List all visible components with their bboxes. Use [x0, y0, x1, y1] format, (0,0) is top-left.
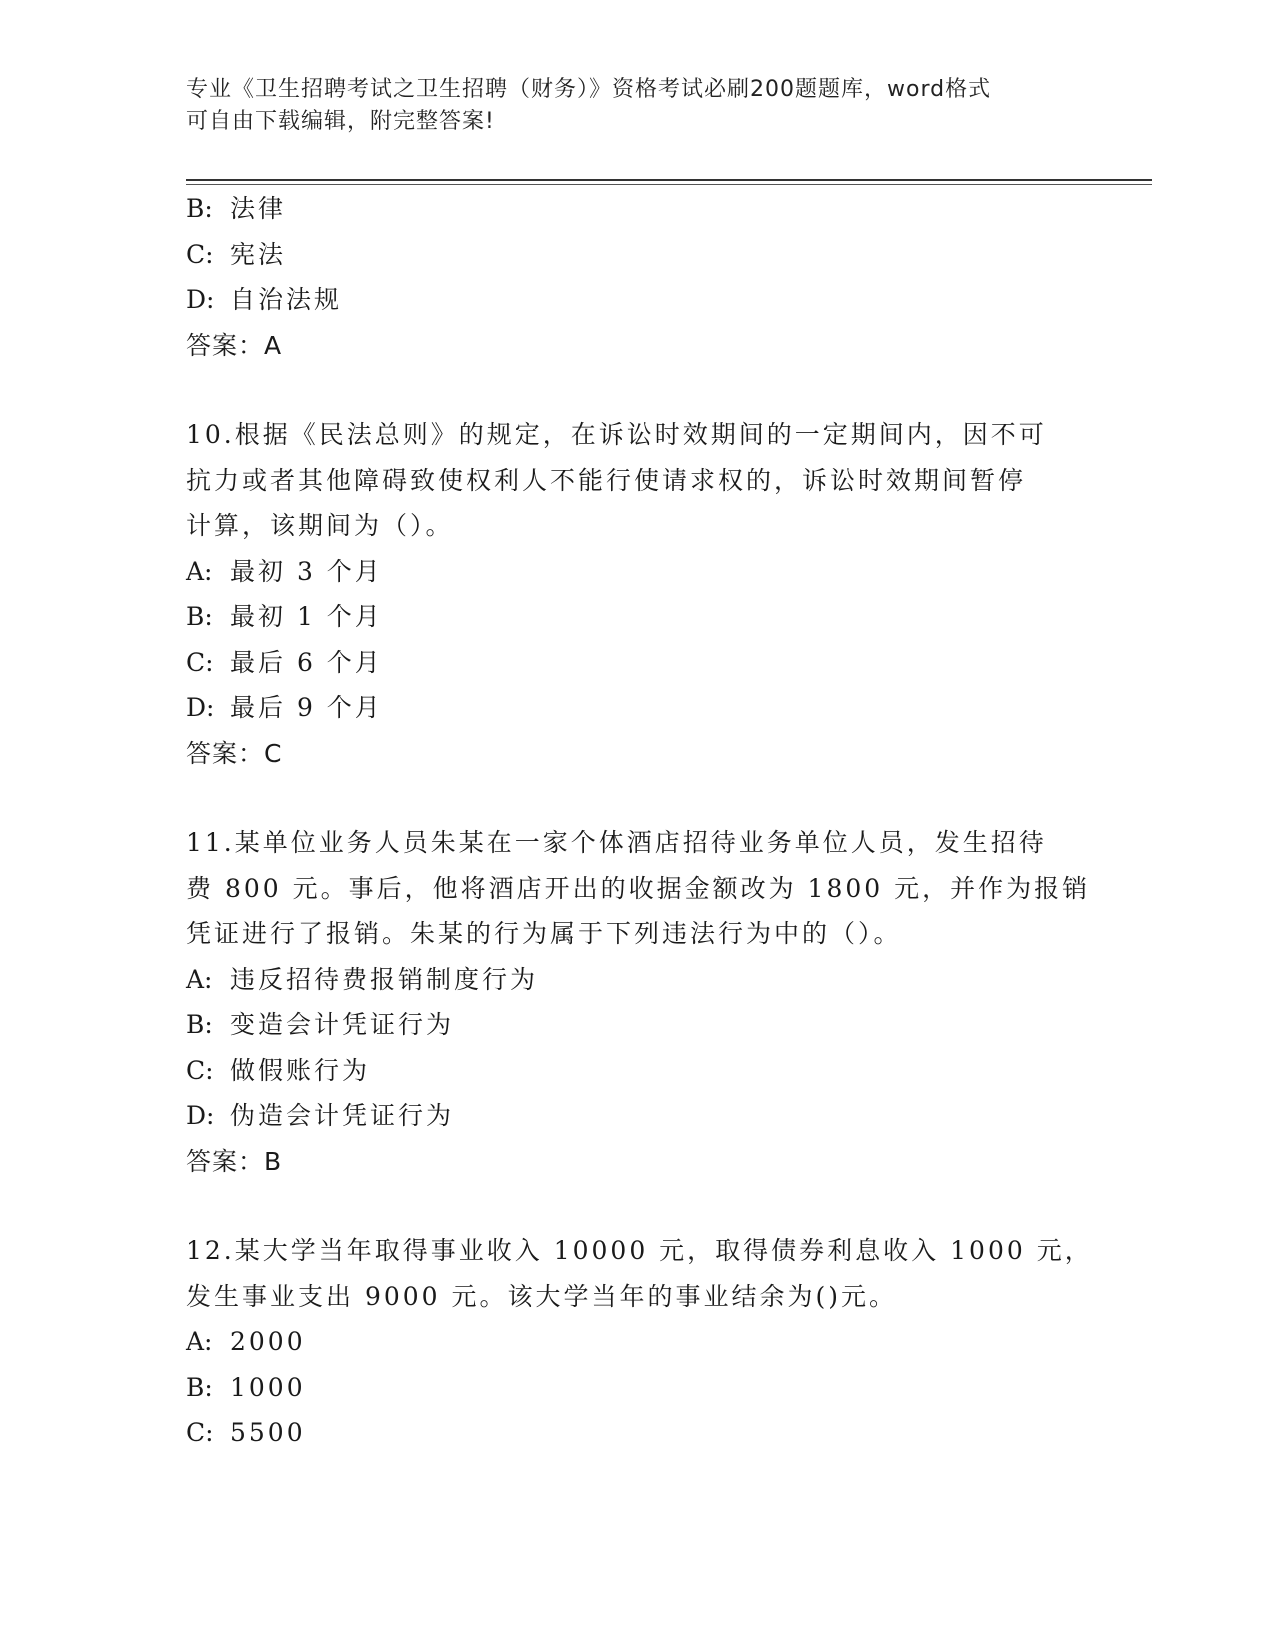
- option-letter: C:: [186, 1418, 214, 1447]
- option-letter: B:: [186, 194, 213, 223]
- option-text: 5500: [230, 1418, 306, 1447]
- option-text: 2000: [230, 1327, 306, 1356]
- option-b: [186, 1365, 1086, 1411]
- question-stem-line: 12.某大学当年取得事业收入 10000 元，取得债券利息收入 1000 元，: [186, 1236, 1093, 1265]
- header-line-2: 可自由下载编辑，附完整答案!: [186, 109, 495, 134]
- question-stem-line: 11.某单位业务人员朱某在一家个体酒店招待业务单位人员，发生招待: [186, 828, 1047, 857]
- option-letter: A:: [186, 556, 213, 586]
- option-letter: B:: [186, 602, 213, 631]
- question-content: [186, 186, 1093, 1456]
- option-c: [186, 1410, 1086, 1456]
- option-text: 1000: [230, 1372, 306, 1402]
- option-b: [186, 1002, 1086, 1048]
- option-text: 最后 9 个月: [230, 693, 383, 722]
- option-text: 最初 3 个月: [230, 556, 383, 586]
- question-9-continued: [186, 186, 1086, 368]
- option-d: [186, 1093, 1086, 1139]
- header-rule-thin: [186, 184, 1152, 185]
- option-text: 自治法规: [230, 285, 343, 314]
- answer-line: 答案：C: [186, 738, 283, 768]
- option-letter: B:: [186, 1010, 213, 1039]
- question-stem-line: 凭证进行了报销。朱某的行为属于下列违法行为中的（）。: [186, 919, 902, 948]
- option-d: [186, 277, 1086, 323]
- answer-line: 答案：A: [186, 330, 283, 360]
- question-stem-line: 10.根据《民法总则》的规定，在诉讼时效期间的一定期间内，因不可: [186, 420, 1047, 449]
- question-10: [186, 412, 1086, 776]
- option-text: 做假账行为: [230, 1055, 371, 1085]
- option-text: 宪法: [230, 239, 287, 269]
- header-rule-thick: [186, 179, 1152, 181]
- option-letter: C:: [186, 239, 214, 269]
- option-text: 变造会计凭证行为: [230, 1010, 455, 1039]
- option-letter: C:: [186, 647, 214, 677]
- question-stem-line: 抗力或者其他障碍致使权利人不能行使请求权的，诉讼时效期间暂停: [186, 465, 1027, 495]
- option-d: [186, 685, 1086, 731]
- option-c: [186, 232, 1086, 278]
- option-letter: C:: [186, 1055, 214, 1085]
- option-c: [186, 1048, 1086, 1094]
- option-c: [186, 640, 1086, 686]
- question-12: [186, 1228, 1093, 1456]
- option-b: [186, 594, 1086, 640]
- question-11: [186, 820, 1091, 1184]
- option-text: 法律: [230, 194, 287, 223]
- option-letter: A:: [186, 1327, 213, 1356]
- option-a: [186, 1319, 1086, 1365]
- header-line-1: 专业《卫生招聘考试之卫生招聘（财务）》资格考试必刷200题题库，word格式: [186, 77, 992, 102]
- option-a: [186, 957, 1086, 1003]
- option-letter: D:: [186, 1101, 215, 1130]
- option-text: 违反招待费报销制度行为: [230, 964, 539, 994]
- document-header: [186, 74, 1066, 138]
- option-text: 伪造会计凭证行为: [230, 1101, 455, 1130]
- question-stem-line: 费 800 元。事后，他将酒店开出的收据金额改为 1800 元，并作为报销: [186, 873, 1091, 903]
- option-a: [186, 549, 1086, 595]
- option-letter: D:: [186, 285, 215, 314]
- option-b: [186, 186, 1086, 232]
- option-text: 最初 1 个月: [230, 602, 383, 631]
- option-letter: B:: [186, 1372, 213, 1402]
- question-stem-line: 发生事业支出 9000 元。该大学当年的事业结余为()元。: [186, 1281, 898, 1311]
- question-stem-line: 计算，该期间为（）。: [186, 511, 454, 540]
- option-letter: A:: [186, 964, 213, 994]
- answer-line: 答案：B: [186, 1146, 283, 1176]
- option-letter: D:: [186, 693, 215, 722]
- option-text: 最后 6 个月: [230, 647, 383, 677]
